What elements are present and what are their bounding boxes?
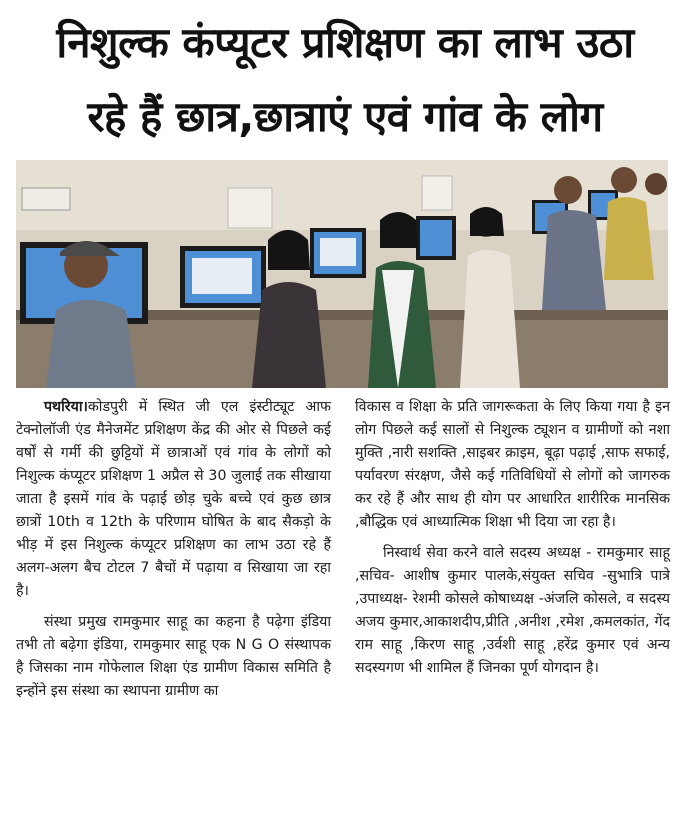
article-paragraph — [16, 396, 331, 603]
classroom-photo-icon — [16, 160, 668, 388]
article-body — [16, 396, 671, 806]
headline-line-1: निशुल्क कंप्यूटर प्रशिक्षण का लाभ उठा — [56, 18, 634, 67]
article-column-2 — [355, 396, 670, 806]
headline-line-2: रहे हैं छात्र,छात्राएं एवं गांव के लोग — [87, 92, 603, 141]
classroom-photo — [16, 160, 668, 388]
article-paragraph: निस्वार्थ सेवा करने वाले सदस्य अध्यक्ष - रामकुमार साहू ,सचिव- आशीष कुमार पालके,संयुक्त सचिव -सुभात्रि पात्रे ,उपाध्यक्ष- रेशमी कोसले कोषाध्यक्ष -अंजलि कोसले, व सदस्य अजय कुमार,आकाशदीप,प्रीति ,अनीश ,रमेश ,कमलकांत, गेंद राम साहू ,किरण साहू ,उर्वशी साहू ,हरेंद्र कुमार एवं अन्य सदस्यगण भी शामिल हैं जिनका पूर्ण योगदान है। — [355, 545, 670, 676]
article-column-1 — [16, 396, 331, 806]
dateline: पथरिया। — [44, 399, 88, 415]
paragraph-text: कोडपुरी में स्थित जी एल इंस्टीट्यूट आफ टेक्नोलॉजी एंड मैनेजमेंट प्रशिक्षण केंद्र की ओर से पिछले कई वर्षों से गर्मी की छुट्टियों में छात्राओं एवं गांव के लोगों को निशुल्क कंप्यूटर प्रशिक्षण 1 अप्रैल से 30 जुलाई तक सीखाया जाता है इसमें गांव के पढ़ाई छोड़ चुके बच्चे एवं कुछ छात्र छात्रों 10th व 12th के परिणाम घोषित के बाद सैकड़ो के भीड़ में इस निशुल्क कंप्यूटर प्रशिक्षण का लाभ उठा रहे हैं अलग-अलग बैच टोटल 7 बैचों में पढ़ाया व सिखाया जा रहा है। — [16, 399, 331, 599]
article-paragraph: विकास व शिक्षा के प्रति जागरूकता के लिए किया गया है इन लोग पिछले कई सालों से निशुल्क ट्यूशन व ग्रामीणों को नशा मुक्ति ,नारी सशक्ति ,साइबर क्राइम, बूढ़ा पढ़ाई ,साफ सफाई, पर्यावरण संरक्षण, जैसे कई गतिविधियों से लोगों को जागरुक कर रहे हैं और साथ ही योग पर आधारित शारीरिक मानसिक ,बौद्धिक एवं आध्यात्मिक शिक्षा भी दिया जा रहा है। — [355, 399, 670, 530]
headline — [10, 6, 680, 154]
article-paragraph: संस्था प्रमुख रामकुमार साहू का कहना है पढ़ेगा इंडिया तभी तो बढ़ेगा इंडिया, रामकुमार साहू एक N G O संस्थापक है जिसका नाम गोफेलाल शिक्षा एंड ग्रामीण विकास समिति है इन्होंने इस संस्था का स्थापना ग्रामीण का — [16, 614, 331, 699]
